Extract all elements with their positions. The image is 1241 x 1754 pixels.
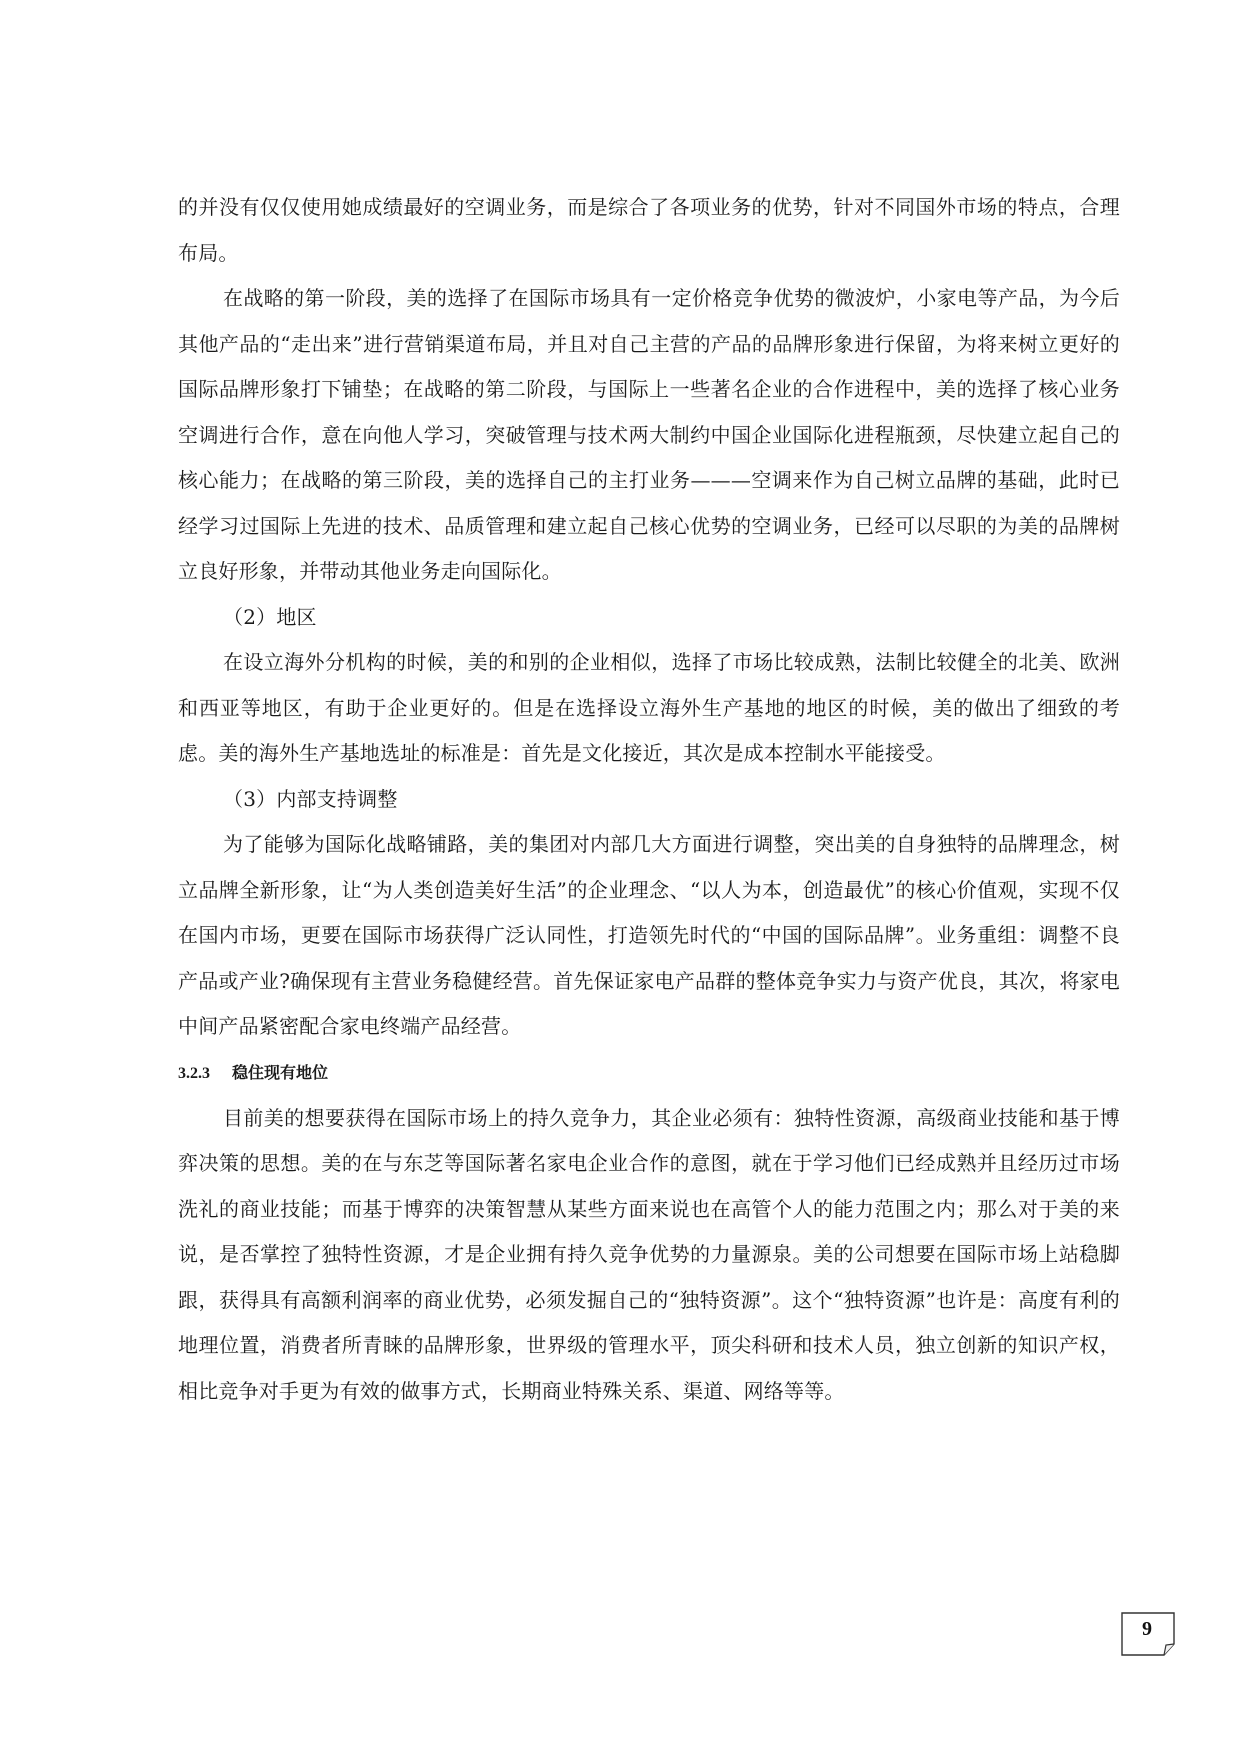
paragraph-strategy-stages: 在战略的第一阶段，美的选择了在国际市场具有一定价格竞争优势的微波炉，小家电等产品，为今后其他产品的“走出来”进行营销渠道布局，并且对自己主营的产品的品牌形象进行保留，为将来树立更好的国际品牌形象打下铺垫；在战略的第二阶段，与国际上一些著名企业的合作进程中，美的选择了核心业务空调进行合作，意在向他人学习，突破管理与技术两大制约中国企业国际化进程瓶颈，尽快建立起自己的核心能力；在战略的第三阶段，美的选择自己的主打业务———空调来作为自己树立品牌的基础，此时已经学习过国际上先进的技术、品质管理和建立起自己核心优势的空调业务，已经可以尽职的为美的品牌树立良好形象，并带动其他业务走向国际化。	[178, 286, 1120, 583]
subheading-region: （2）地区	[223, 604, 317, 629]
paragraph-internal-support: 为了能够为国际化战略铺路，美的集团对内部几大方面进行调整，突出美的自身独特的品牌理念，树立品牌全新形象，让“为人类创造美好生活”的企业理念、“以人为本，创造最优”的核心价值观，实现不仅在国内市场，更要在国际市场获得广泛认同性，打造领先时代的“中国的国际品牌”。业务重组：调整不良产品或产业?确保现有主营业务稳健经营。首先保证家电产品群的整体竞争实力与资产优良，其次，将家电中间产品紧密配合家电终端产品经营。	[178, 832, 1120, 1038]
paragraph-region: 在设立海外分机构的时候，美的和别的企业相似，选择了市场比较成熟，法制比较健全的北美、欧洲和西亚等地区，有助于企业更好的。但是在选择设立海外生产基地的地区的时候，美的做出了细致的考虑。美的海外生产基地选址的标准是：首先是文化接近，其次是成本控制水平能接受。	[178, 650, 1120, 765]
subheading-internal-support: （3）内部支持调整	[223, 786, 398, 811]
document-body	[178, 185, 1120, 1414]
paragraph-continuation: 的并没有仅仅使用她成绩最好的空调业务，而是综合了各项业务的优势，针对不同国外市场的特点，合理布局。	[178, 195, 1120, 265]
page-number-badge	[1121, 1612, 1177, 1656]
paragraph-stabilize-position: 目前美的想要获得在国际市场上的持久竞争力，其企业必须有：独特性资源，高级商业技能和基于博弈决策的思想。美的在与东芝等国际著名家电企业合作的意图，就在于学习他们已经成熟并且经历过市场洗礼的商业技能；而基于博弈的决策智慧从某些方面来说也在高管个人的能力范围之内；那么对于美的来说，是否掌控了独特性资源，才是企业拥有持久竞争优势的力量源泉。美的公司想要在国际市场上站稳脚跟，获得具有高额利润率的商业优势，必须发掘自己的“独特资源”。这个“独特资源”也许是：高度有利的地理位置，消费者所青睐的品牌形象，世界级的管理水平，顶尖科研和技术人员，独立创新的知识产权，相比竞争对手更为有效的做事方式，长期商业特殊关系、渠道、网络等等。	[178, 1105, 1120, 1403]
section-number: 3.2.3	[178, 1064, 210, 1082]
section-title: 稳住现有地位	[232, 1062, 329, 1082]
page-number: 9	[1142, 1618, 1152, 1640]
section-heading	[178, 1050, 1120, 1096]
